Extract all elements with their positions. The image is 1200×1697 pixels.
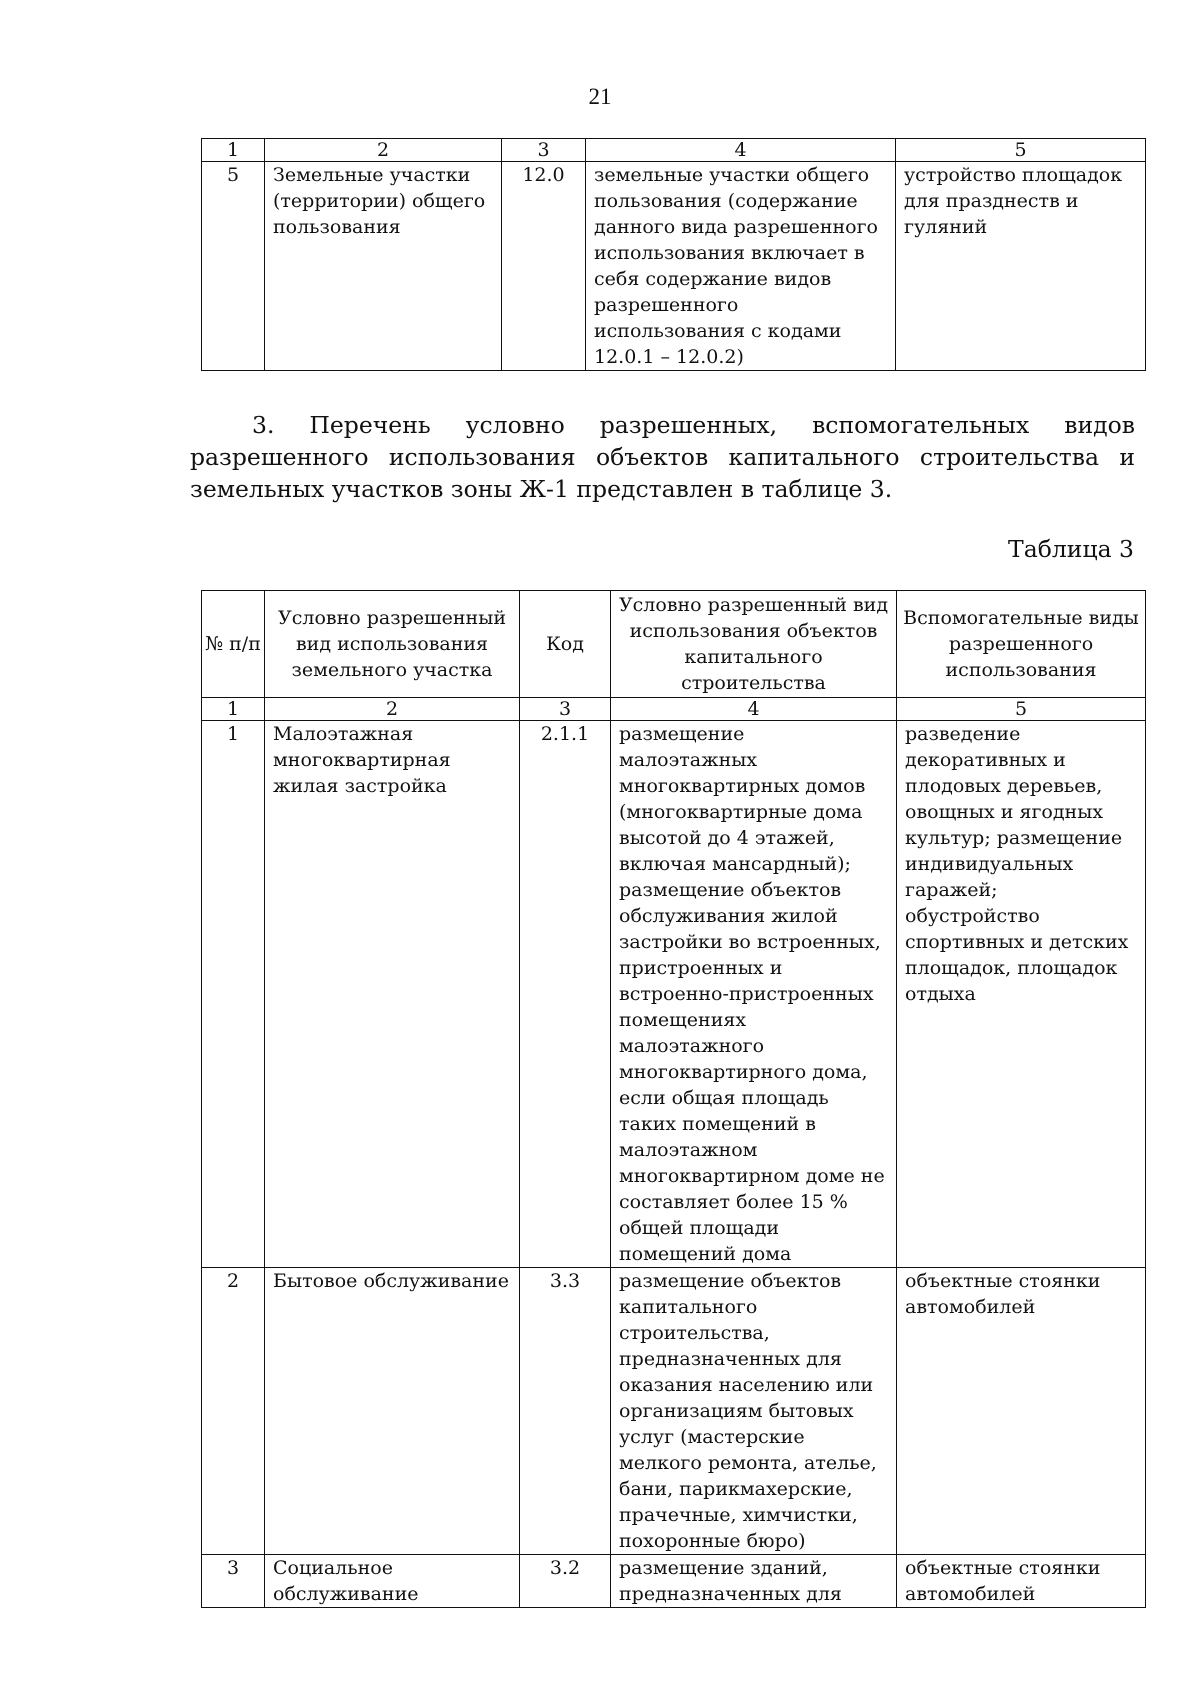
- land-use-cell: Земельные участки (территории) общего пользования: [265, 162, 502, 371]
- column-number: 1: [202, 139, 265, 162]
- column-number-row: [202, 698, 1146, 721]
- auxiliary-cell: разведение декоративных и плодовых деревьев, овощных и ягодных культур; размещение индивидуальных гаражей; обустройство спортивных и детских площадок, площадок отдыха: [897, 721, 1146, 1268]
- column-number: 3: [520, 698, 611, 721]
- header-num: № п/п: [202, 591, 265, 698]
- capital-use-cell: размещение зданий, предназначенных для: [611, 1555, 897, 1608]
- table-row: [202, 1268, 1146, 1555]
- capital-use-cell: земельные участки общего пользования (содержание данного вида разрешенного использования включает в себя содержание видов разрешенного использования с кодами 12.0.1 – 12.0.2): [586, 162, 896, 371]
- column-number: 1: [202, 698, 265, 721]
- column-number: 5: [896, 139, 1146, 162]
- column-number: 5: [897, 698, 1146, 721]
- code-cell: 2.1.1: [520, 721, 611, 1268]
- table-row: [202, 162, 1146, 371]
- header-auxiliary: Вспомогательные виды разрешенного использования: [897, 591, 1146, 698]
- column-number: 2: [265, 698, 520, 721]
- land-use-cell: Бытовое обслуживание: [265, 1268, 520, 1555]
- column-number-row: [202, 139, 1146, 162]
- column-number: 2: [265, 139, 502, 162]
- header-row: [202, 591, 1146, 698]
- continued-table: [201, 138, 1146, 371]
- row-number: 3: [202, 1555, 265, 1608]
- capital-use-cell: размещение объектов капитального строительства, предназначенных для оказания населению или организациям бытовых услуг (мастерские мелкого ремонта, ателье, бани, парикмахерские, прачечные, химчистки, похоронные бюро): [611, 1268, 897, 1555]
- auxiliary-cell: объектные стоянки автомобилей: [897, 1555, 1146, 1608]
- page-number: 21: [588, 84, 612, 109]
- header-code: Код: [520, 591, 611, 698]
- table-3: [201, 590, 1146, 1608]
- auxiliary-cell: объектные стоянки автомобилей: [897, 1268, 1146, 1555]
- land-use-cell: Социальное обслуживание: [265, 1555, 520, 1608]
- header-capital-use: Условно разрешенный вид использования объектов капитального строительства: [611, 591, 897, 698]
- table-row: [202, 1555, 1146, 1608]
- column-number: 4: [586, 139, 896, 162]
- row-number: 1: [202, 721, 265, 1268]
- table-row: [202, 721, 1146, 1268]
- capital-use-cell: размещение малоэтажных многоквартирных домов (многоквартирные дома высотой до 4 этажей, включая мансардный); размещение объектов обслуживания жилой застройки во встроенных, пристроенных и встроенно-пристроенных помещениях малоэтажного многоквартирного дома, если общая площадь таких помещений в малоэтажном многоквартирном доме не составляет более 15 % общей площади помещений дома: [611, 721, 897, 1268]
- column-number: 3: [502, 139, 586, 162]
- header-land-use: Условно разрешенный вид использования земельного участка: [265, 591, 520, 698]
- auxiliary-cell: устройство площадок для празднеств и гуляний: [896, 162, 1146, 371]
- code-cell: 3.2: [520, 1555, 611, 1608]
- body-paragraph: 3. Перечень условно разрешенных, вспомогательных видов разрешенного использования объектов капитального строительства и земельных участков зоны Ж-1 представлен в таблице 3.: [190, 411, 1135, 503]
- code-cell: 3.3: [520, 1268, 611, 1555]
- row-number: 2: [202, 1268, 265, 1555]
- row-number: 5: [202, 162, 265, 371]
- code-cell: 12.0: [502, 162, 586, 371]
- column-number: 4: [611, 698, 897, 721]
- table-caption: Таблица 3: [1008, 535, 1134, 563]
- land-use-cell: Малоэтажная многоквартирная жилая застройка: [265, 721, 520, 1268]
